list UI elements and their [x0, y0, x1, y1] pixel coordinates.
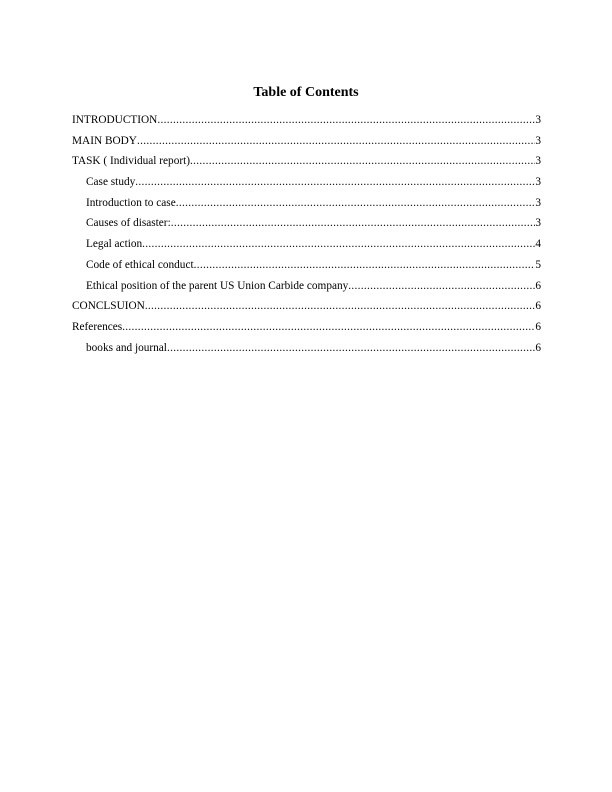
toc-page-number: 6	[535, 320, 541, 333]
toc-page-number: 3	[535, 196, 541, 209]
toc-entry-text: Case study	[86, 176, 136, 189]
toc-dot-leader	[348, 279, 535, 293]
toc-entry-case-study[interactable]	[72, 175, 541, 196]
toc-entry-introduction-to-case[interactable]	[72, 196, 541, 217]
toc-entry-text: TASK ( Individual report)	[72, 155, 190, 168]
toc-dot-leader	[194, 258, 536, 272]
toc-entry-text: References	[72, 320, 123, 333]
toc-dot-leader	[135, 175, 535, 189]
toc-title: Table of Contents	[253, 85, 359, 100]
toc-entry-text: Causes of disaster:	[86, 217, 171, 230]
toc-page-number: 3	[535, 217, 541, 230]
toc-page-number: 5	[535, 258, 541, 271]
toc-entry-text: Introduction to case	[86, 196, 176, 209]
toc-dot-leader	[190, 154, 535, 168]
toc-page-number: 3	[535, 134, 541, 147]
toc-page-number: 6	[535, 279, 541, 292]
toc-entry-causes-of-disaster[interactable]	[72, 216, 541, 237]
toc-entry-text: Code of ethical conduct	[86, 258, 194, 271]
toc-entry-text: Ethical position of the parent US Union Carbide company	[86, 279, 349, 292]
toc-dot-leader	[176, 196, 536, 210]
toc-dot-leader	[137, 134, 535, 148]
toc-page-number: 3	[535, 176, 541, 189]
toc-dot-leader	[167, 341, 535, 355]
toc-entry-main-body[interactable]	[72, 134, 541, 155]
toc-entry-introduction[interactable]	[72, 113, 541, 134]
table-of-contents	[72, 113, 541, 361]
toc-entry-ethical-position[interactable]	[72, 279, 541, 300]
toc-entry-conclusion[interactable]	[72, 299, 541, 320]
toc-dot-leader	[145, 299, 536, 313]
toc-page-number: 3	[535, 114, 541, 126]
toc-page-number: 3	[535, 155, 541, 168]
toc-entry-text: INTRODUCTION	[72, 114, 158, 126]
toc-entry-task[interactable]	[72, 154, 541, 175]
toc-entry-references[interactable]	[72, 320, 541, 341]
toc-entry-books-and-journal[interactable]	[72, 341, 541, 362]
toc-dot-leader	[171, 216, 536, 230]
toc-entry-text: MAIN BODY	[72, 134, 137, 147]
toc-entry-text: CONCLSUION	[72, 300, 145, 313]
toc-dot-leader	[142, 237, 535, 251]
toc-page-number: 6	[535, 300, 541, 313]
toc-page-number: 4	[535, 238, 541, 251]
toc-entry-text: Legal action	[86, 238, 143, 251]
toc-dot-leader	[157, 113, 535, 127]
toc-entry-text: books and journal	[86, 341, 167, 354]
toc-entry-code-of-ethical-conduct[interactable]	[72, 258, 541, 279]
toc-entry-legal-action[interactable]	[72, 237, 541, 258]
toc-page-number: 6	[535, 341, 541, 354]
toc-dot-leader	[122, 320, 535, 334]
